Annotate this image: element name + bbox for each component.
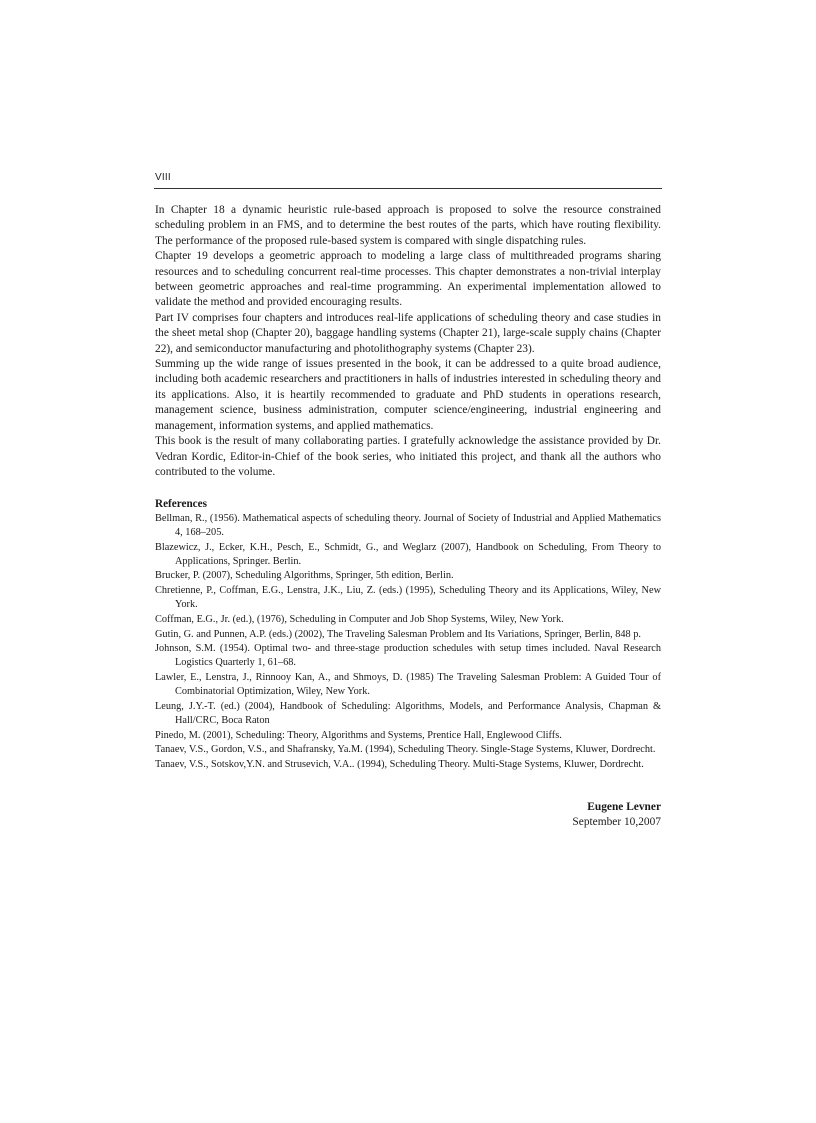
body-paragraph: Part IV comprises four chapters and introduces real-life applications of scheduling theory and case studies in the sheet metal shop (Chapter 20), baggage handling systems (Chapter 21), large-scale supply chains (Chapter 22), and semiconductor manufacturing and photolithography systems (Chapter 23). bbox=[155, 311, 661, 355]
reference-item: Bellman, R., (1956). Mathematical aspects of scheduling theory. Journal of Society of Industrial and Applied Mathematics 4, 168–205. bbox=[155, 512, 661, 538]
body-paragraph: Chapter 19 develops a geometric approach to modeling a large class of multithreaded programs sharing resources and to scheduling concurrent real-time processes. This chapter demonstrates a non-trivial interplay between geometric approaches and real-time programming. An experimental implementation allowed to validate the method and provided encouraging results. bbox=[155, 250, 661, 309]
reference-item: Tanaev, V.S., Sotskov,Y.N. and Strusevich, V.A.. (1994), Scheduling Theory. Multi-Stage Systems, Kluwer, Dordrecht. bbox=[155, 759, 644, 771]
reference-item: Leung, J.Y.-T. (ed.) (2004), Handbook of Scheduling: Algorithms, Models, and Performance Analysis, Chapman & Hall/CRC, Boca Raton bbox=[155, 700, 661, 726]
signature-block bbox=[155, 800, 661, 829]
reference-item: Brucker, P. (2007), Scheduling Algorithms, Springer, 5th edition, Berlin. bbox=[155, 570, 454, 582]
references-heading: References bbox=[155, 498, 207, 511]
reference-item: Blazewicz, J., Ecker, K.H., Pesch, E., Schmidt, G., and Weglarz (2007), Handbook on Scheduling, From Theory to Applications, Springer. Berlin. bbox=[155, 541, 661, 567]
author-name: Eugene Levner bbox=[587, 801, 661, 814]
body-paragraph: In Chapter 18 a dynamic heuristic rule-based approach is proposed to solve the resource constrained scheduling problem in an FMS, and to determine the best routes of the parts, which have routing flexibility. The performance of the proposed rule-based system is compared with single dispatching rules. bbox=[155, 204, 661, 247]
header-rule bbox=[154, 188, 662, 189]
reference-item: Johnson, S.M. (1954). Optimal two- and three-stage production schedules with setup times included. Naval Research Logistics Quarterly 1, 61–68. bbox=[155, 643, 661, 669]
reference-item: Tanaev, V.S., Gordon, V.S., and Shafransky, Ya.M. (1994), Scheduling Theory. Single-Stage Systems, Kluwer, Dordrecht. bbox=[155, 744, 656, 756]
reference-item: Pinedo, M. (2001), Scheduling: Theory, Algorithms and Systems, Prentice Hall, Englewood Cliffs. bbox=[155, 729, 562, 741]
reference-item: Gutin, G. and Punnen, A.P. (eds.) (2002), The Traveling Salesman Problem and Its Variations, Springer, Berlin, 848 p. bbox=[155, 628, 641, 640]
page-number: VIII bbox=[155, 172, 171, 183]
reference-item: Chretienne, P., Coffman, E.G., Lenstra, J.K., Liu, Z. (eds.) (1995), Scheduling Theory and its Applications, Wiley, New York. bbox=[155, 585, 661, 611]
reference-item: Coffman, E.G., Jr. (ed.), (1976), Scheduling in Computer and Job Shop Systems, Wiley, New York. bbox=[155, 613, 564, 625]
reference-item: Lawler, E., Lenstra, J., Rinnooy Kan, A., and Shmoys, D. (1985) The Traveling Salesman Problem: A Guided Tour of Combinatorial Optimization, Wiley, New York. bbox=[155, 672, 661, 698]
signature-date: September 10,2007 bbox=[572, 815, 661, 828]
body-paragraph: This book is the result of many collaborating parties. I gratefully acknowledge the assistance provided by Dr. Vedran Kordic, Editor-in-Chief of the book series, who initiated this project, and thank all the authors who contributed to the volume. bbox=[155, 435, 661, 478]
body-paragraph: Summing up the wide range of issues presented in the book, it can be addressed to a quite broad audience, including both academic researchers and practitioners in halls of industries interested in scheduling theory and its applications. Also, it is heartily recommended to graduate and PhD students in operations research, management science, business administration, computer science/engineering, industrial engineering and management, information systems, and applied mathematics. bbox=[155, 358, 661, 432]
page-content bbox=[155, 203, 661, 829]
references-list bbox=[155, 512, 661, 772]
